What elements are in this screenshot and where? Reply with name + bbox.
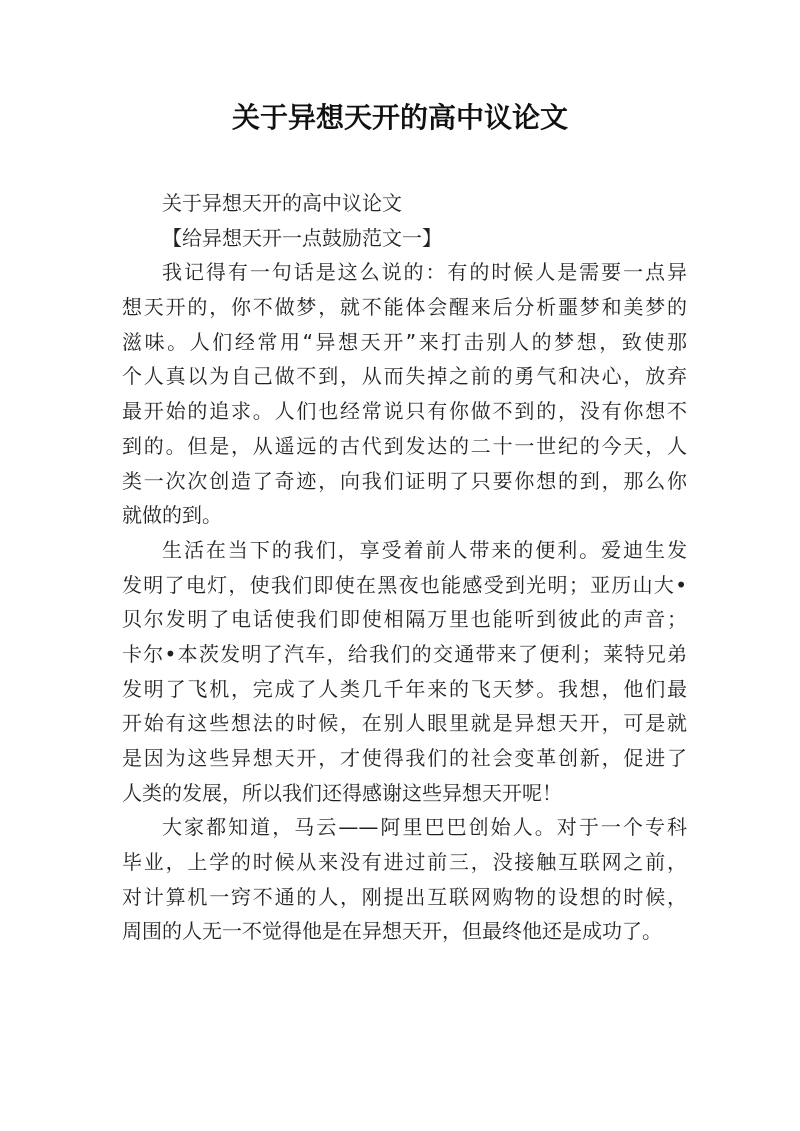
paragraph-line: 最开始的追求。人们也经常说只有你做不到的，没有你想不	[122, 399, 687, 424]
paragraph-line: 贝尔发明了电话使我们即使相隔万里也能听到彼此的声音；	[122, 607, 687, 632]
paragraph-line: 发明了电灯，使我们即使在黑夜也能感受到光明；亚历山大•	[122, 572, 687, 597]
paragraph-line: 人类的发展，所以我们还得感谢这些异想天开呢！	[122, 780, 562, 805]
paragraph-line: 我记得有一句话是这么说的：有的时候人是需要一点异	[162, 260, 687, 285]
paragraph-2	[122, 533, 687, 811]
paragraph-line: 想天开的，你不做梦，就不能体会醒来后分析噩梦和美梦的	[122, 295, 687, 320]
paragraph-line: 卡尔•本茨发明了汽车，给我们的交通带来了便利；莱特兄弟	[122, 641, 687, 666]
paragraph-line: 个人真以为自己做不到，从而失掉之前的勇气和决心，放弃	[122, 364, 687, 389]
paragraph-line: 就做的到。	[122, 503, 222, 528]
section-heading: 【给异想天开一点鼓励范文一】	[162, 225, 442, 250]
paragraph-line: 到的。但是，从遥远的古代到发达的二十一世纪的今天，人	[122, 433, 687, 458]
paragraph-line: 发明了飞机，完成了人类几千年来的飞天梦。我想，他们最	[122, 676, 687, 701]
paragraph-line: 对计算机一窍不通的人，刚提出互联网购物的设想的时候，	[122, 884, 687, 909]
paragraph-line: 周围的人无一不觉得他是在异想天开，但最终他还是成功了。	[122, 919, 662, 944]
document-body	[122, 186, 687, 949]
paragraph-line: 毕业，上学的时候从来没有进过前三，没接触互联网之前，	[122, 850, 687, 875]
paragraph-line: 开始有这些想法的时候，在别人眼里就是异想天开，可是就	[122, 711, 687, 736]
paragraph-line: 是因为这些异想天开，才使得我们的社会变革创新，促进了	[122, 746, 687, 770]
paragraph-line: 滋味。人们经常用“异想天开”来打击别人的梦想，致使那	[122, 329, 687, 354]
paragraph-line: 生活在当下的我们，享受着前人带来的便利。爱迪生发	[162, 537, 687, 562]
paragraph-line: 大家都知道，马云——阿里巴巴创始人。对于一个专科	[162, 815, 687, 840]
subtitle-line: 关于异想天开的高中议论文	[162, 191, 402, 215]
paragraph-line: 类一次次创造了奇迹，向我们证明了只要你想的到，那么你	[122, 468, 687, 493]
paragraph-1	[122, 255, 687, 533]
document-title: 关于异想天开的高中议论文	[231, 101, 568, 134]
paragraph-3	[122, 810, 687, 949]
